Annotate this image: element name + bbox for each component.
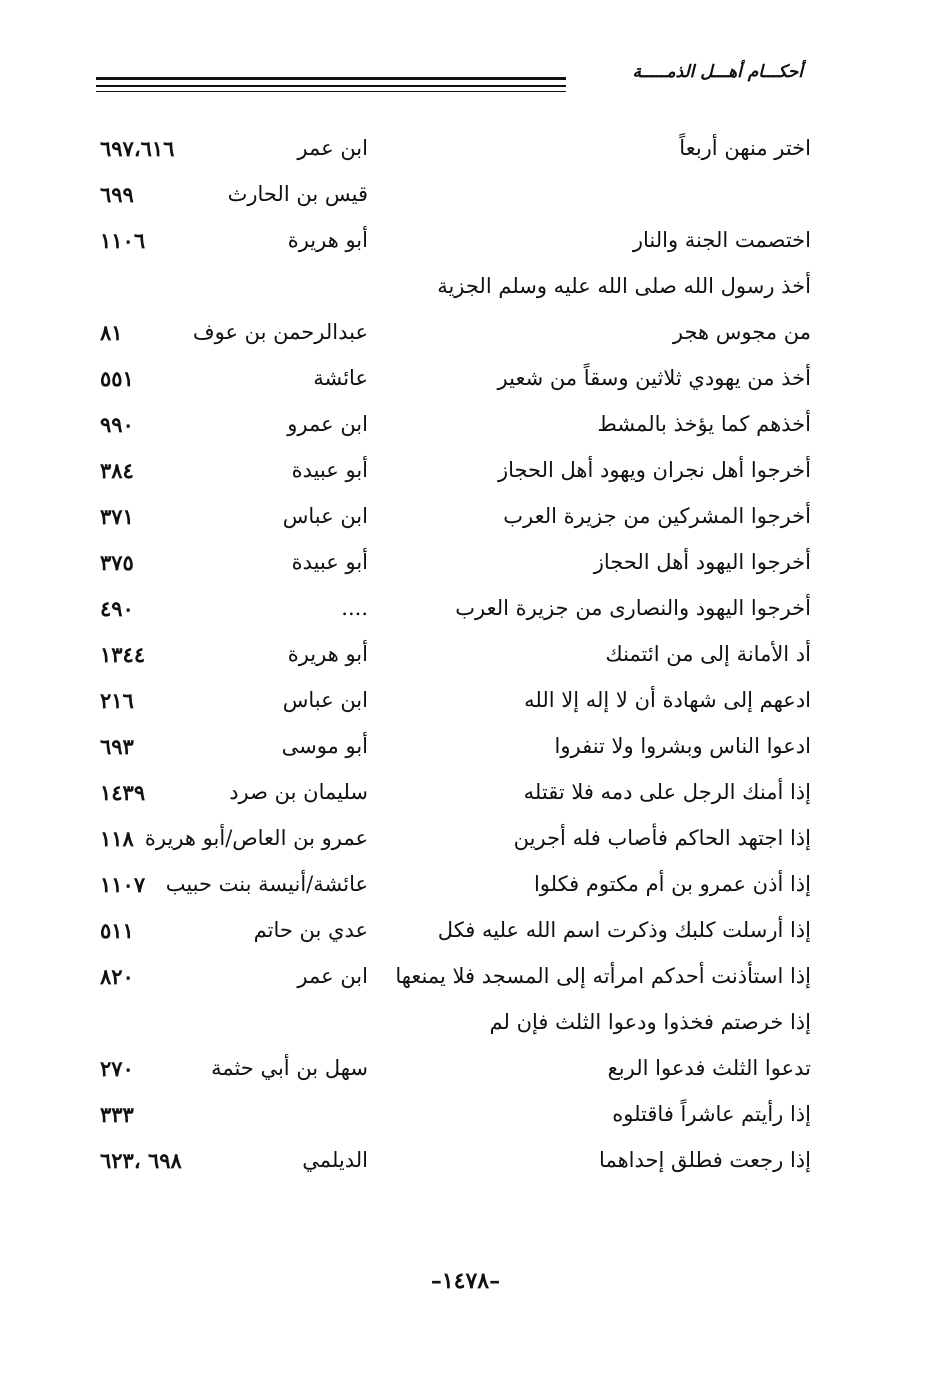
hadith-phrase: إذا خرصتم فخذوا ودعوا الثلث فإن لم: [489, 1010, 811, 1034]
index-row: [0, 174, 931, 220]
index-row: [0, 450, 931, 496]
page-references: ٣٧٥: [100, 550, 134, 575]
page-references: ٨٢٠: [100, 964, 134, 989]
page-references: ٦٩٨ ،٦٢٣: [100, 1148, 182, 1173]
hadith-phrase: إذا أذن عمرو بن أم مكتوم فكلوا: [533, 872, 811, 896]
page-references: ٦٩٩: [100, 182, 134, 207]
hadith-phrase: أخرجوا اليهود أهل الحجاز: [593, 550, 811, 574]
narrator-name: سليمان بن صرد: [229, 780, 368, 804]
hadith-phrase: اختصمت الجنة والنار: [632, 228, 811, 252]
hadith-phrase: إذا رأيتم عاشراً فاقتلوه: [612, 1102, 811, 1126]
hadith-phrase: إذا رجعت فطلق إحداهما: [599, 1148, 811, 1172]
index-row: [0, 1002, 931, 1048]
hadith-phrase: إذا استأذنت أحدكم امرأته إلى المسجد فلا يمنعها: [395, 964, 811, 988]
page-references: ٩٩٠: [100, 412, 134, 437]
index-row: [0, 864, 931, 910]
hadith-phrase: من مجوس هجر: [672, 320, 811, 344]
index-row: [0, 266, 931, 312]
hadith-phrase: ادعهم إلى شهادة أن لا إله إلا الله: [524, 688, 811, 712]
index-row: [0, 1094, 931, 1140]
page-references: ٨١: [100, 320, 123, 345]
index-row: [0, 358, 931, 404]
narrator-name: أبو موسى: [281, 734, 368, 758]
index-row: [0, 496, 931, 542]
narrator-name: ابن عمرو: [287, 412, 368, 436]
hadith-index-list: [0, 128, 931, 1186]
page-references: ٣٨٤: [100, 458, 134, 483]
index-row: [0, 956, 931, 1002]
index-row: [0, 404, 931, 450]
index-row: [0, 1048, 931, 1094]
running-header-title: أحكـــام أهـــل الذمـــــة: [632, 62, 803, 82]
header-rule-thin: [96, 91, 566, 92]
hadith-phrase: أخذ رسول الله صلى الله عليه وسلم الجزية: [437, 274, 811, 298]
index-row: [0, 818, 931, 864]
narrator-name: عدي بن حاتم: [253, 918, 368, 942]
hadith-phrase: أخذ من يهودي ثلاثين وسقاً من شعير: [497, 366, 811, 390]
page-references: ٣٣٣: [100, 1102, 134, 1127]
narrator-name: ابن عمر: [297, 136, 368, 160]
page-references: ٢٧٠: [100, 1056, 134, 1081]
narrator-name: أبو عبيدة: [291, 550, 368, 574]
narrator-name: عبدالرحمن بن عوف: [192, 320, 368, 344]
page-references: ١١٠٧: [100, 872, 146, 897]
page-references: ١١٠٦: [100, 228, 146, 253]
narrator-name: ابن عباس: [282, 504, 368, 528]
index-row: [0, 1140, 931, 1186]
narrator-name: أبو هريرة: [287, 228, 368, 252]
narrator-name: الديلمي: [302, 1148, 368, 1172]
narrator-name: ابن عباس: [282, 688, 368, 712]
hadith-phrase: تدعوا الثلث فدعوا الربع: [607, 1056, 811, 1080]
page-references: ١١٨: [100, 826, 134, 851]
page-references: ١٤٣٩: [100, 780, 146, 805]
narrator-name: قيس بن الحارث: [227, 182, 368, 206]
page-references: ٦٩٧،٦١٦: [100, 136, 175, 161]
index-row: [0, 634, 931, 680]
hadith-phrase: ادعوا الناس وبشروا ولا تنفروا: [554, 734, 811, 758]
hadith-phrase: أخرجوا أهل نجران ويهود أهل الحجاز: [497, 458, 811, 482]
page-references: ١٣٤٤: [100, 642, 146, 667]
page-references: ٥٥١: [100, 366, 134, 391]
hadith-phrase: أخرجوا اليهود والنصارى من جزيرة العرب: [455, 596, 811, 620]
page-references: ٤٩٠: [100, 596, 134, 621]
narrator-name: عمرو بن العاص/أبو هريرة: [144, 826, 368, 850]
hadith-phrase: أد الأمانة إلى من ائتمنك: [605, 642, 811, 666]
index-row: [0, 772, 931, 818]
narrator-name: ابن عمر: [297, 964, 368, 988]
hadith-phrase: إذا اجتهد الحاكم فأصاب فله أجرين: [513, 826, 811, 850]
index-row: [0, 680, 931, 726]
header-rule-middle: [96, 85, 566, 87]
narrator-name: عائشة/أنيسة بنت حبيب: [165, 872, 368, 896]
hadith-phrase: إذا أرسلت كلبك وذكرت اسم الله عليه فكل: [437, 918, 811, 942]
narrator-name: سهل بن أبي حثمة: [211, 1056, 368, 1080]
hadith-phrase: أخرجوا المشركين من جزيرة العرب: [503, 504, 811, 528]
index-row: [0, 910, 931, 956]
index-row: [0, 726, 931, 772]
narrator-name: أبو هريرة: [287, 642, 368, 666]
narrator-name: ....: [341, 596, 368, 620]
page-references: ٦٩٣: [100, 734, 134, 759]
page-number: –١٤٧٨–: [430, 1268, 501, 1294]
hadith-phrase: اختر منهن أربعاً: [679, 136, 811, 160]
index-row: [0, 220, 931, 266]
narrator-name: عائشة: [313, 366, 368, 390]
narrator-name: أبو عبيدة: [291, 458, 368, 482]
index-row: [0, 542, 931, 588]
page-references: ٥١١: [100, 918, 134, 943]
page-references: ٣٧١: [100, 504, 134, 529]
header-rule-thick: [96, 77, 566, 80]
page-references: ٢١٦: [100, 688, 134, 713]
index-row: [0, 588, 931, 634]
hadith-phrase: أخذهم كما يؤخذ بالمشط: [597, 412, 811, 436]
index-row: [0, 312, 931, 358]
index-row: [0, 128, 931, 174]
hadith-phrase: إذا أمنك الرجل على دمه فلا تقتله: [523, 780, 811, 804]
